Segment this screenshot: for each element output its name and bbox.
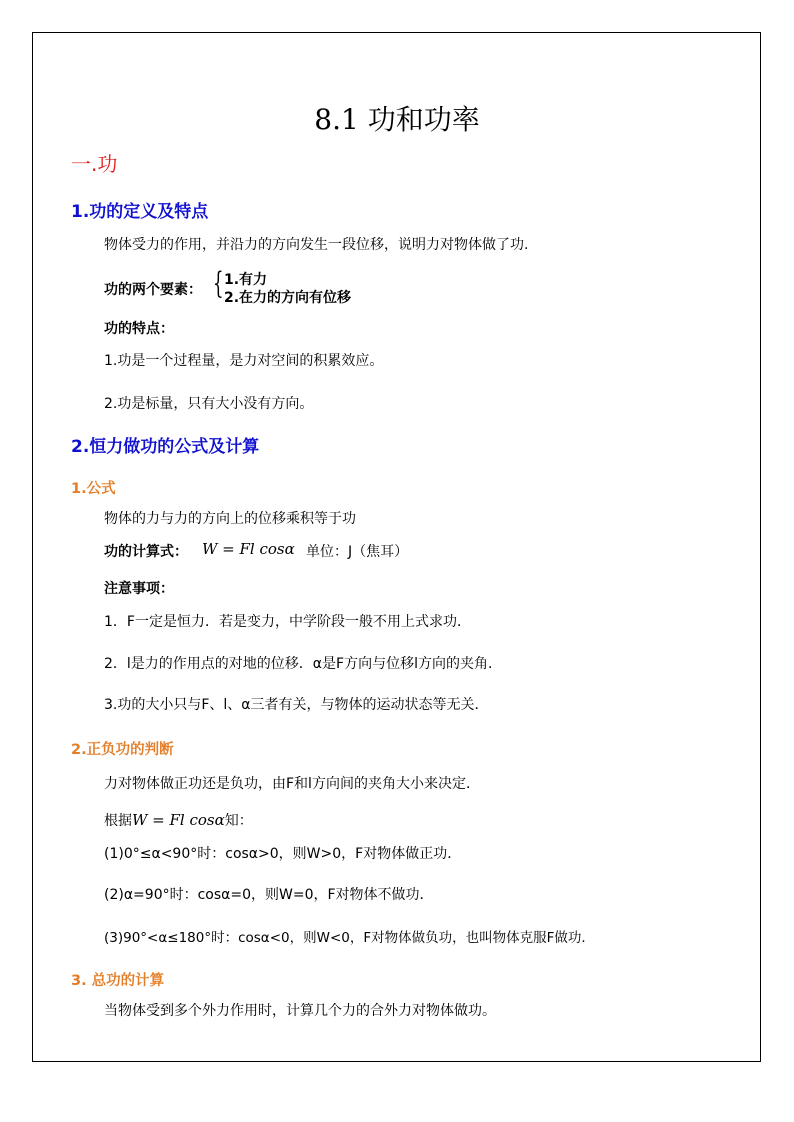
sign-description: 力对物体做正功还是负功，由F和l方向间的夹角大小来决定． — [104, 776, 480, 792]
sign-heading: 2.正负功的判断 — [71, 742, 174, 758]
basis-prefix: 根据 — [104, 813, 132, 829]
total-work-description: 当物体受到多个外力作用时，计算几个力的合外力对物体做功。 — [104, 1003, 496, 1019]
formula-heading: 1.公式 — [71, 481, 116, 497]
element-displacement: 2.在力的方向有位移 — [224, 290, 352, 306]
section-heading-work: 一.功 — [71, 152, 118, 176]
work-formula: W = Fl cosα — [202, 540, 295, 558]
calc-label: 功的计算式： — [104, 544, 188, 560]
note-3: 3.功的大小只与F、l、α三者有关，与物体的运动状态等无关． — [104, 697, 489, 713]
formula-description: 物体的力与力的方向上的位移乘积等于功 — [104, 511, 356, 527]
brace-symbol: { — [213, 266, 224, 301]
two-elements-label: 功的两个要素： — [104, 282, 202, 298]
subsection-heading-constant-force: 2.恒力做功的公式及计算 — [71, 437, 260, 457]
notes-label: 注意事项： — [104, 581, 174, 597]
basis-line — [104, 810, 253, 830]
page-title: 8.1 功和功率 — [314, 103, 480, 136]
basis-suffix: 知： — [224, 813, 253, 829]
unit-text: 单位：J（焦耳） — [306, 544, 409, 560]
note-2: 2．l是力的作用点的对地的位移．α是F方向与位移l方向的夹角． — [104, 656, 502, 672]
total-work-heading: 3. 总功的计算 — [71, 973, 165, 989]
case-positive: (1)0°≤α<90°时：cosα>0，则W>0，F对物体做正功． — [104, 846, 462, 862]
element-force: 1.有力 — [224, 272, 268, 288]
feature-2: 2.功是标量，只有大小没有方向。 — [104, 396, 314, 412]
basis-formula: W = Fl cosα — [132, 811, 225, 829]
subsection-heading-definition: 1.功的定义及特点 — [71, 202, 209, 222]
definition-text: 物体受力的作用，并沿力的方向发生一段位移，说明力对物体做了功. — [104, 237, 529, 253]
feature-1: 1.功是一个过程量，是力对空间的积累效应。 — [104, 353, 384, 369]
case-negative: (3)90°<α≤180°时：cosα<0，则W<0，F对物体做负功，也叫物体克服F做功． — [104, 930, 595, 946]
case-zero: (2)α=90°时：cosα=0，则W=0，F对物体不做功． — [104, 887, 434, 903]
features-label: 功的特点： — [104, 321, 174, 337]
note-1: 1．F一定是恒力．若是变力，中学阶段一般不用上式求功． — [104, 614, 471, 630]
